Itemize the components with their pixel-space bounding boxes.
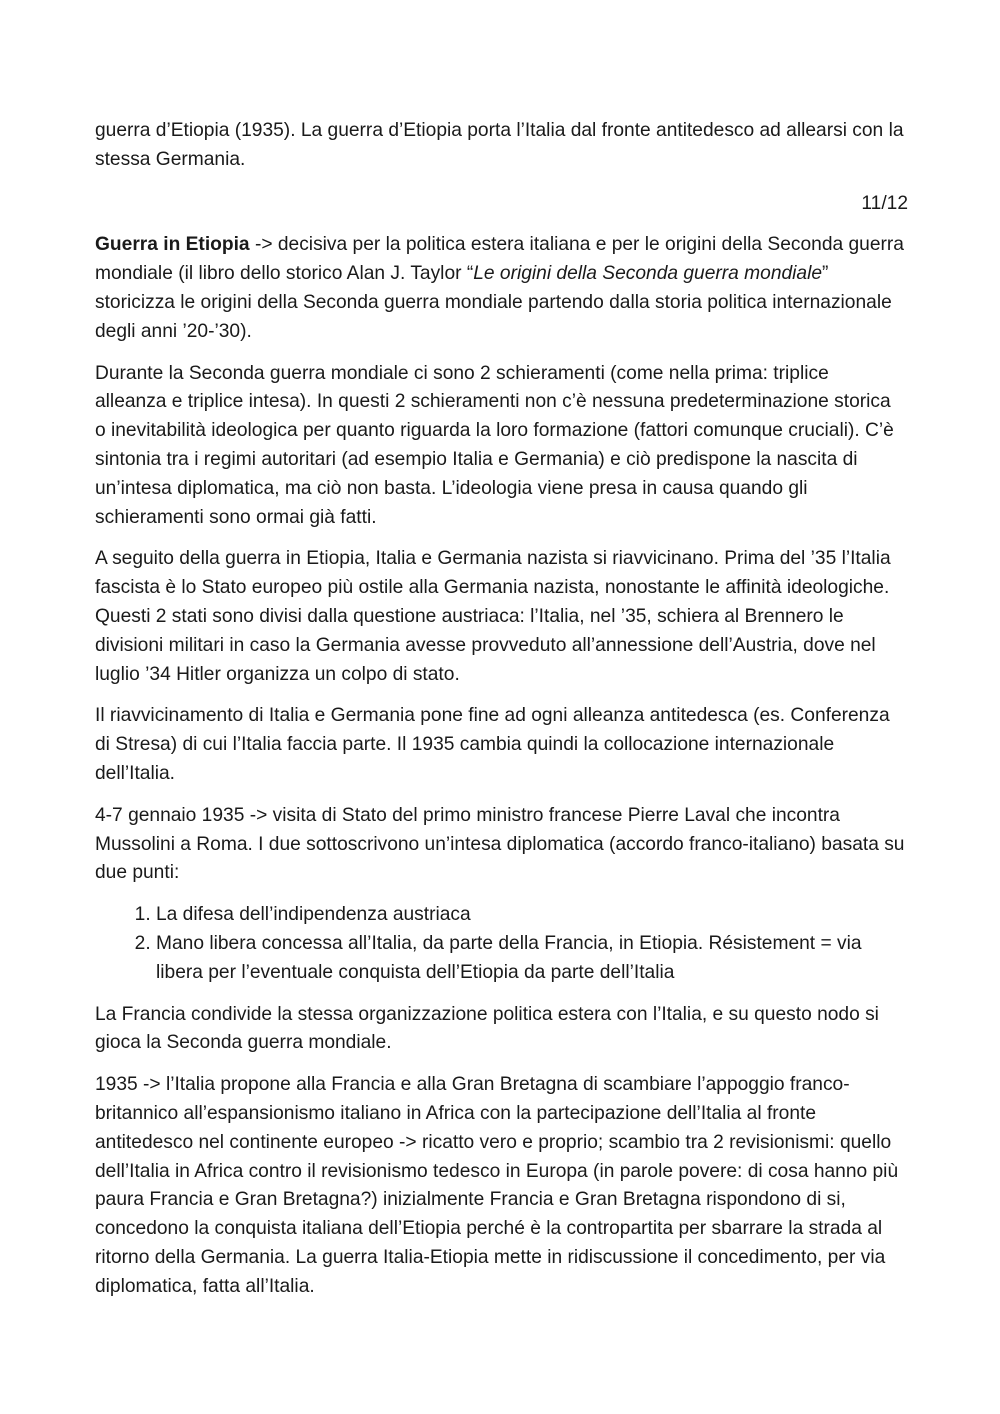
list-item: 1. La difesa dell’indipendenza austriaca	[156, 901, 905, 930]
paragraph-schieramenti: Durante la Seconda guerra mondiale ci sono 2 schieramenti (come nella prima: triplice alleanza e triplice intesa). In questi 2 schieramenti non c’è nessuna predeterminazione storica o inevitabilità ideologica per quanto riguarda la loro formazione (fattori comunque cruciali). C’è sintonia tra i regimi autoritari (ad esempio Italia e Germania) e ciò predispone la nascita di un’intesa diplomatica, ma ciò non basta. L’ideologia viene presa in causa quando gli schieramenti sono ormai già fatti.	[95, 362, 894, 528]
paragraph-revisionismi: 1935 -> l’Italia propone alla Francia e alla Gran Bretagna di scambiare l’appoggio franco-britannico all’espansionismo italiano in Africa con la partecipazione dell’Italia al fronte antitedesco nel continente europeo -> ricatto vero e proprio; scambio tra 2 revisionismi: quello dell’Italia in Africa contro il revisionismo tedesco in Europa (in parole povere: di cosa hanno più paura Francia e Gran Bretagna?) inizialmente Francia e Gran Bretagna rispondono di si, concedono la conquista italiana dell’Etiopia perché è la contropartita per sbarrare la strada al ritorno della Germania. La guerra Italia-Etiopia mette in ridiscussione il concedimento, per via diplomatica, fatta all’Italia.	[95, 1074, 899, 1297]
paragraph-heading: Guerra in Etiopia	[95, 234, 250, 256]
numbered-list	[95, 901, 905, 987]
date-label: 11/12	[861, 192, 908, 214]
list-item: 2. Mano libera concessa all’Italia, da parte della Francia, in Etiopia. Résistement = via libera per l’eventuale conquista dell’Etiopia da parte dell’Italia	[156, 930, 905, 988]
paragraph-francia: La Francia condivide la stessa organizzazione politica estera con l’Italia, e su questo nodo si gioca la Seconda guerra mondiale.	[95, 1003, 879, 1054]
paragraph-text: ” storicizza le origini della Seconda guerra mondiale partendo dalla storia politica internazionale degli anni ’20-’30).	[95, 263, 892, 342]
continued-paragraph: guerra d’Etiopia (1935). La guerra d’Etiopia porta l’Italia dal fronte antitedesco ad allearsi con la stessa Germania.	[95, 120, 904, 170]
paragraph-alleanza: Il riavvicinamento di Italia e Germania pone fine ad ogni alleanza antitedesca (es. Conferenza di Stresa) di cui l’Italia faccia parte. Il 1935 cambia quindi la collocazione internazionale dell’Italia.	[95, 705, 890, 784]
paragraph-guerra-etiopia	[95, 231, 905, 346]
book-title: Le origini della Seconda guerra mondiale	[473, 263, 823, 285]
paragraph-riavvicinamento: A seguito della guerra in Etiopia, Italia e Germania nazista si riavvicinano. Prima del ’35 l’Italia fascista è lo Stato europeo più ostile alla Germania nazista, nonostante le affinità ideologiche. Questi 2 stati sono divisi dalla questione austriaca: l’Italia, nel ’35, schiera al Brennero le divisioni militari in caso la Germania avesse provveduto all’annessione dell’Austria, dove nel luglio ’34 Hitler organizza un colpo di stato.	[95, 548, 891, 685]
paragraph-laval: 4-7 gennaio 1935 -> visita di Stato del primo ministro francese Pierre Laval che incontra Mussolini a Roma. I due sottoscrivono un’intesa diplomatica (accordo franco-italiano) basata su due punti:	[95, 804, 905, 884]
paragraph-text: -> decisiva per la politica estera italiana e per le origini della Seconda guerra mondiale (il libro dello storico Alan J. Taylor “	[95, 234, 904, 285]
